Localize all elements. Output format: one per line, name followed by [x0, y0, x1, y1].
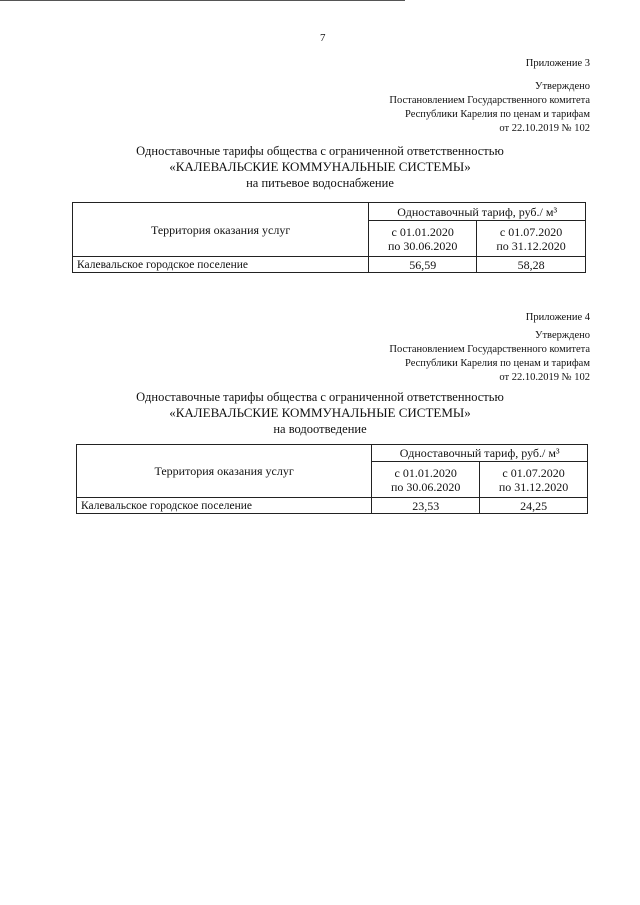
approval-block-1: [389, 80, 590, 136]
appendix-3-label: Приложение 3: [525, 58, 590, 69]
approval-line-2: Республики Карелия по ценам и тарифам: [405, 358, 590, 369]
row-value-2: 58,28: [477, 257, 586, 273]
section-2-title: [0, 389, 640, 437]
title-line-3: на водоотведение: [273, 422, 367, 436]
header-territory: Территория оказания услуг: [77, 445, 372, 498]
row-value-1: 23,53: [372, 498, 480, 514]
row-territory: Калевальское городское поселение: [77, 498, 372, 514]
row-value-2: 24,25: [480, 498, 588, 514]
title-line-3: на питьевое водоснабжение: [246, 176, 394, 190]
approval-line-2: Республики Карелия по ценам и тарифам: [405, 109, 590, 120]
tariff-table-water-supply: [72, 202, 586, 273]
top-border-line: [0, 0, 405, 1]
appendix-4-label: Приложение 4: [525, 312, 590, 323]
header-period-1: с 01.01.2020 по 30.06.2020: [369, 221, 477, 257]
header-tariff: Одноставочный тариф, руб./ м³: [369, 203, 586, 221]
row-value-1: 56,59: [369, 257, 477, 273]
header-period-2: с 01.07.2020 по 31.12.2020: [477, 221, 586, 257]
tariff-table-wastewater: [76, 444, 588, 514]
table-row: [77, 498, 588, 514]
page-number: 7: [320, 32, 326, 44]
approval-approved: Утверждено: [535, 81, 590, 92]
approval-approved: Утверждено: [535, 330, 590, 341]
header-territory: Территория оказания услуг: [73, 203, 369, 257]
approval-line-1: Постановлением Государственного комитета: [389, 344, 590, 355]
header-period-1: с 01.01.2020 по 30.06.2020: [372, 462, 480, 498]
title-line-1: Одноставочные тарифы общества с ограниченной ответственностью: [136, 390, 504, 404]
approval-block-2: [389, 329, 590, 385]
title-line-1: Одноставочные тарифы общества с ограниченной ответственностью: [136, 144, 504, 158]
header-tariff: Одноставочный тариф, руб./ м³: [372, 445, 588, 462]
approval-line-1: Постановлением Государственного комитета: [389, 95, 590, 106]
title-line-2: «КАЛЕВАЛЬСКИЕ КОММУНАЛЬНЫЕ СИСТЕМЫ»: [169, 405, 471, 420]
title-line-2: «КАЛЕВАЛЬСКИЕ КОММУНАЛЬНЫЕ СИСТЕМЫ»: [169, 159, 471, 174]
section-1-title: [0, 143, 640, 191]
approval-line-3: от 22.10.2019 № 102: [499, 123, 590, 134]
table-row: [73, 257, 586, 273]
approval-line-3: от 22.10.2019 № 102: [499, 372, 590, 383]
row-territory: Калевальское городское поселение: [73, 257, 369, 273]
header-period-2: с 01.07.2020 по 31.12.2020: [480, 462, 588, 498]
